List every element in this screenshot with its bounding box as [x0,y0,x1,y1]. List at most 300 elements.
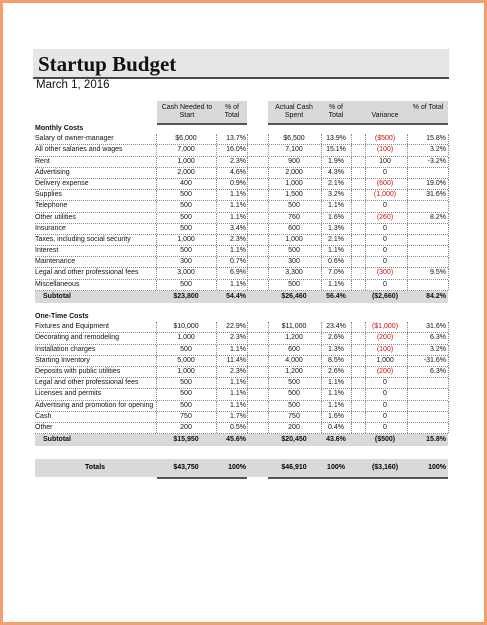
table-row [35,134,448,145]
row-label: Delivery expense [35,179,89,187]
cell-pct3: 100% [428,464,446,471]
cell-needed: 5,000 [177,356,195,364]
table-row [35,213,448,224]
cell-needed: 1,000 [177,157,195,165]
cell-pct3 [409,412,448,422]
cell-pct1: 4.6% [230,168,246,176]
cell-actual: 1,000 [285,235,303,243]
cell-divider [448,322,449,332]
cell-variance: 0 [383,423,387,431]
cell-pct2: 1.6% [328,213,344,221]
header-actual-cash: Actual Cash Spent [275,104,313,119]
cell-pct3: -3.2% [427,157,446,165]
table-row [35,356,448,367]
cell-pct3: 6.3% [430,367,446,375]
monthly-costs-table [35,124,448,303]
row-label: All other salaries and wages [35,146,123,154]
cell-pct3: 31.6% [426,323,446,331]
cell-actual: 1,200 [285,334,303,342]
cell-divider [407,145,408,155]
cell-variance: (100) [376,345,394,353]
table-row [35,401,448,412]
cell-divider [448,356,449,366]
row-label: Deposits with public utilities [35,367,121,375]
row-label: Licenses and permits [35,390,102,398]
cell-needed: $6,000 [175,135,197,143]
cell-pct2: 56.4% [326,292,346,300]
cell-pct2: 1.6% [328,412,344,420]
table-row [35,201,448,212]
cell-pct1: 54.4% [226,292,246,300]
cell-pct3 [409,168,448,178]
cell-variance: 1,000 [376,356,394,364]
cell-variance: 0 [383,235,387,243]
cell-pct1: 1.1% [230,202,246,210]
cell-needed: 300 [180,258,192,266]
cell-divider [407,333,408,343]
cell-variance: (200) [376,367,394,375]
cell-actual: $46,910 [281,464,307,471]
cell-divider [351,145,352,155]
header-cash-needed: Cash Needed to Start [161,104,213,119]
cell-pct1: 0.5% [230,423,246,431]
header-variance: Variance [371,112,399,119]
cell-pct3: 9.5% [430,269,446,277]
cell-needed: $23,800 [173,292,199,300]
cell-pct1: 1.1% [230,390,246,398]
cell-pct1: 1.1% [230,345,246,353]
cell-needed: $43,750 [173,464,199,471]
cell-pct2: 1.1% [328,390,344,398]
row-label: Subtotal [43,436,71,444]
cell-divider [448,235,449,245]
cell-variance: ($1,000) [371,323,399,331]
row-label: Maintenance [35,258,76,266]
cell-actual: 760 [288,213,300,221]
table-row [35,280,448,291]
cell-pct3 [409,401,448,411]
cell-pct2: 1.1% [328,401,344,409]
cell-divider [407,134,408,144]
cell-divider [448,280,449,290]
table-row [35,423,448,434]
cell-pct3: 3.2% [430,345,446,353]
cell-divider [407,268,408,278]
cell-divider [448,401,449,411]
cell-variance: 0 [383,168,387,176]
cell-variance: 0 [383,224,387,232]
cell-divider [351,378,352,388]
cell-variance: 0 [383,202,387,210]
cell-needed: 500 [180,202,192,210]
cell-needed: 500 [180,345,192,353]
row-label: Other utilities [35,213,76,221]
table-row [35,378,448,389]
cell-actual: 600 [288,224,300,232]
cell-actual: 900 [288,157,300,165]
cell-pct1: 1.1% [230,379,246,387]
row-label: Fixtures and Equipment [35,323,109,331]
table-row [35,179,448,190]
totals-rule [157,477,247,479]
header-pct-total-2: % of Total [328,104,344,119]
row-label: Installation charges [35,345,96,353]
cell-pct3 [409,378,448,388]
cell-variance: (600) [376,179,394,187]
cell-divider [351,201,352,211]
cell-needed: $15,950 [173,436,199,444]
cell-needed: 400 [180,179,192,187]
cell-actual: 300 [288,258,300,266]
cell-variance: 0 [383,247,387,255]
cell-divider [407,157,408,167]
cell-pct2: 8.5% [328,356,344,364]
cell-pct3: -31.6% [423,356,446,364]
cell-actual: 7,100 [285,146,303,154]
cell-divider [448,268,449,278]
cell-pct1: 13.7% [226,135,246,143]
cell-actual: 500 [288,379,300,387]
cell-pct2: 0.4% [328,423,344,431]
cell-divider [407,224,408,234]
cell-variance: ($500) [374,436,396,444]
cell-variance: 0 [383,258,387,266]
cell-divider [407,322,408,332]
cell-pct3 [409,235,448,245]
cell-divider [351,322,352,332]
cell-divider [351,412,352,422]
row-label: Other [35,423,53,431]
cell-pct1: 1.1% [230,401,246,409]
cell-pct3 [409,246,448,256]
cell-actual: 500 [288,390,300,398]
cell-divider [407,201,408,211]
section-title: Monthly Costs [35,125,84,132]
cell-pct1: 1.1% [230,280,246,288]
cell-divider [407,389,408,399]
cell-pct3: 15.8% [426,436,446,444]
cell-needed: 500 [180,213,192,221]
cell-pct2: 1.9% [328,157,344,165]
cell-needed: 200 [180,423,192,431]
cell-variance: (300) [376,269,394,277]
cell-variance: 0 [383,280,387,288]
cell-variance: 0 [383,379,387,387]
cell-divider [448,134,449,144]
subtotal-row [35,434,448,446]
cell-divider [351,224,352,234]
cell-pct2: 13.9% [326,135,346,143]
cell-needed: 500 [180,224,192,232]
table-row [35,157,448,168]
cell-actual: 500 [288,247,300,255]
cell-pct1: 45.6% [226,436,246,444]
cell-pct2: 2.1% [328,235,344,243]
totals-row [35,459,448,477]
cell-divider [448,412,449,422]
cell-variance: 0 [383,390,387,398]
cell-variance: 100 [379,157,391,165]
row-label: Rent [35,157,50,165]
cell-divider [448,378,449,388]
cell-variance: (100) [376,146,394,154]
cell-pct2: 0.6% [328,258,344,266]
cell-divider [407,356,408,366]
cell-divider [448,201,449,211]
totals-rule [268,477,448,479]
cell-pct3 [409,257,448,267]
cell-divider [448,367,449,377]
row-label: Taxes, including social security [35,235,131,243]
row-label: Legal and other professional fees [35,379,139,387]
row-label: Interest [35,247,59,255]
row-label: Supplies [35,191,62,199]
row-label: Miscellaneous [35,280,80,288]
cell-pct2: 2.6% [328,334,344,342]
cell-pct2: 100% [327,464,345,471]
cell-actual: 3,300 [285,269,303,277]
header-pct-total-1: % of Total [224,104,240,119]
cell-divider [407,412,408,422]
row-label: Decorating and remodeling [35,334,120,342]
cell-needed: 3,000 [177,269,195,277]
table-row [35,257,448,268]
cell-needed: 500 [180,390,192,398]
cell-actual: 2,000 [285,168,303,176]
cell-pct3: 3.2% [430,146,446,154]
cell-needed: 1,000 [177,367,195,375]
row-label: Subtotal [43,292,71,300]
cell-divider [448,246,449,256]
cell-actual: 1,500 [285,191,303,199]
row-label: Advertising and promotion for opening [35,401,154,409]
cell-pct1: 1.1% [230,213,246,221]
row-label: Legal and other professional fees [35,269,139,277]
cell-pct2: 4.3% [328,168,344,176]
cell-pct2: 3.2% [328,191,344,199]
cell-pct2: 7.0% [328,269,344,277]
cell-actual: $6,500 [283,135,305,143]
cell-pct1: 2.3% [230,334,246,342]
cell-pct3 [409,389,448,399]
cell-divider [407,280,408,290]
cell-divider [351,246,352,256]
cell-needed: 7,000 [177,146,195,154]
cell-pct3: 8.2% [430,213,446,221]
cell-pct3 [409,224,448,234]
cell-pct1: 16.0% [226,146,246,154]
cell-divider [351,257,352,267]
cell-needed: 500 [180,401,192,409]
cell-pct2: 1.3% [328,224,344,232]
table-row [35,168,448,179]
cell-actual: 4,000 [285,356,303,364]
cell-divider [407,168,408,178]
cell-pct2: 1.1% [328,280,344,288]
cell-pct1: 0.9% [230,179,246,187]
cell-pct2: 1.1% [328,202,344,210]
document-date: March 1, 2016 [36,79,110,91]
cell-pct1: 2.3% [230,157,246,165]
cell-variance: (1,000) [373,191,397,199]
cell-divider [448,345,449,355]
cell-actual: 500 [288,401,300,409]
cell-divider [448,224,449,234]
cell-pct1: 2.3% [230,367,246,375]
cell-divider [448,157,449,167]
cell-actual: 1,000 [285,179,303,187]
cell-divider [448,179,449,189]
cell-pct1: 6.9% [230,269,246,277]
cell-divider [407,401,408,411]
cell-divider [407,213,408,223]
cell-needed: 2,000 [177,168,195,176]
cell-needed: 750 [180,412,192,420]
cell-actual: 600 [288,345,300,353]
cell-pct3: 15.8% [426,135,446,143]
cell-pct1: 100% [228,464,246,471]
row-label: Starting Inventory [35,356,90,364]
cell-variance: (200) [376,334,394,342]
cell-divider [351,367,352,377]
cell-divider [407,367,408,377]
cell-needed: 1,000 [177,235,195,243]
cell-pct3: 84.2% [426,292,446,300]
cell-divider [407,190,408,200]
cell-pct1: 3.4% [230,224,246,232]
cell-variance: ($500) [374,135,396,143]
cell-pct2: 23.4% [326,323,346,331]
cell-divider [407,378,408,388]
cell-divider [407,257,408,267]
cell-pct3 [409,423,448,433]
cell-divider [351,179,352,189]
row-label: Totals [84,464,106,471]
cell-variance: ($2,660) [371,292,399,300]
cell-needed: 500 [180,247,192,255]
row-label: Insurance [35,224,66,232]
cell-actual: 1,200 [285,367,303,375]
cell-divider [351,356,352,366]
cell-divider [448,213,449,223]
table-row [35,246,448,257]
cell-needed: 500 [180,280,192,288]
cell-variance: 0 [383,401,387,409]
cell-divider [448,257,449,267]
cell-variance: (260) [376,213,394,221]
cell-pct1: 0.7% [230,258,246,266]
cell-divider [351,157,352,167]
cell-divider [448,423,449,433]
row-label: Telephone [35,202,68,210]
cell-pct1: 11.4% [226,356,246,364]
cell-divider [351,268,352,278]
cell-divider [407,423,408,433]
cell-divider [351,389,352,399]
table-row [35,224,448,235]
cell-pct1: 22.9% [226,323,246,331]
cell-divider [351,235,352,245]
cell-pct1: 1.1% [230,191,246,199]
cell-pct3: 31.6% [426,191,446,199]
cell-pct2: 1.1% [328,247,344,255]
cell-needed: 500 [180,191,192,199]
row-label: Cash [35,412,52,420]
row-label: Salary of owner-manager [35,135,114,143]
cell-divider [351,280,352,290]
cell-divider [351,333,352,343]
cell-divider [351,401,352,411]
cell-pct1: 1.7% [230,412,246,420]
onetime-costs-table [35,312,448,446]
cell-divider [351,134,352,144]
section-title: One-Time Costs [35,313,89,320]
cell-divider [448,168,449,178]
title-bar [33,49,449,79]
document-title: Startup Budget [38,52,177,76]
cell-divider [351,423,352,433]
cell-pct1: 1.1% [230,247,246,255]
table-row [35,367,448,378]
cell-needed: 500 [180,379,192,387]
cell-divider [448,389,449,399]
cell-divider [448,333,449,343]
cell-pct3: 6.3% [430,334,446,342]
table-row [35,145,448,156]
cell-divider [351,345,352,355]
table-row [35,235,448,246]
cell-needed: 1,000 [177,334,195,342]
cell-actual: 500 [288,280,300,288]
cell-actual: $26,460 [281,292,307,300]
cell-variance: ($3,160) [371,464,399,471]
cell-pct2: 43.6% [326,436,346,444]
cell-divider [407,345,408,355]
cell-divider [448,145,449,155]
table-row [35,345,448,356]
table-row [35,268,448,279]
cell-variance: 0 [383,412,387,420]
cell-pct2: 1.1% [328,379,344,387]
cell-pct3 [409,201,448,211]
table-row [35,412,448,423]
cell-divider [407,246,408,256]
cell-pct2: 1.3% [328,345,344,353]
cell-pct3: 19.0% [426,179,446,187]
cell-pct2: 2.1% [328,179,344,187]
cell-actual: 500 [288,202,300,210]
cell-pct3 [409,280,448,290]
subtotal-row [35,291,448,303]
cell-divider [407,235,408,245]
cell-needed: $10,000 [173,323,199,331]
cell-divider [448,190,449,200]
cell-divider [351,190,352,200]
cell-divider [351,213,352,223]
header-pct-total-3: % of Total [412,104,444,111]
cell-pct2: 15.1% [326,146,346,154]
cell-actual: 200 [288,423,300,431]
cell-actual: $11,000 [281,323,307,331]
row-label: Advertising [35,168,70,176]
table-row [35,322,448,333]
table-row [35,389,448,400]
cell-pct1: 2.3% [230,235,246,243]
table-row [35,190,448,201]
cell-actual: 750 [288,412,300,420]
table-row [35,333,448,344]
cell-pct2: 2.6% [328,367,344,375]
